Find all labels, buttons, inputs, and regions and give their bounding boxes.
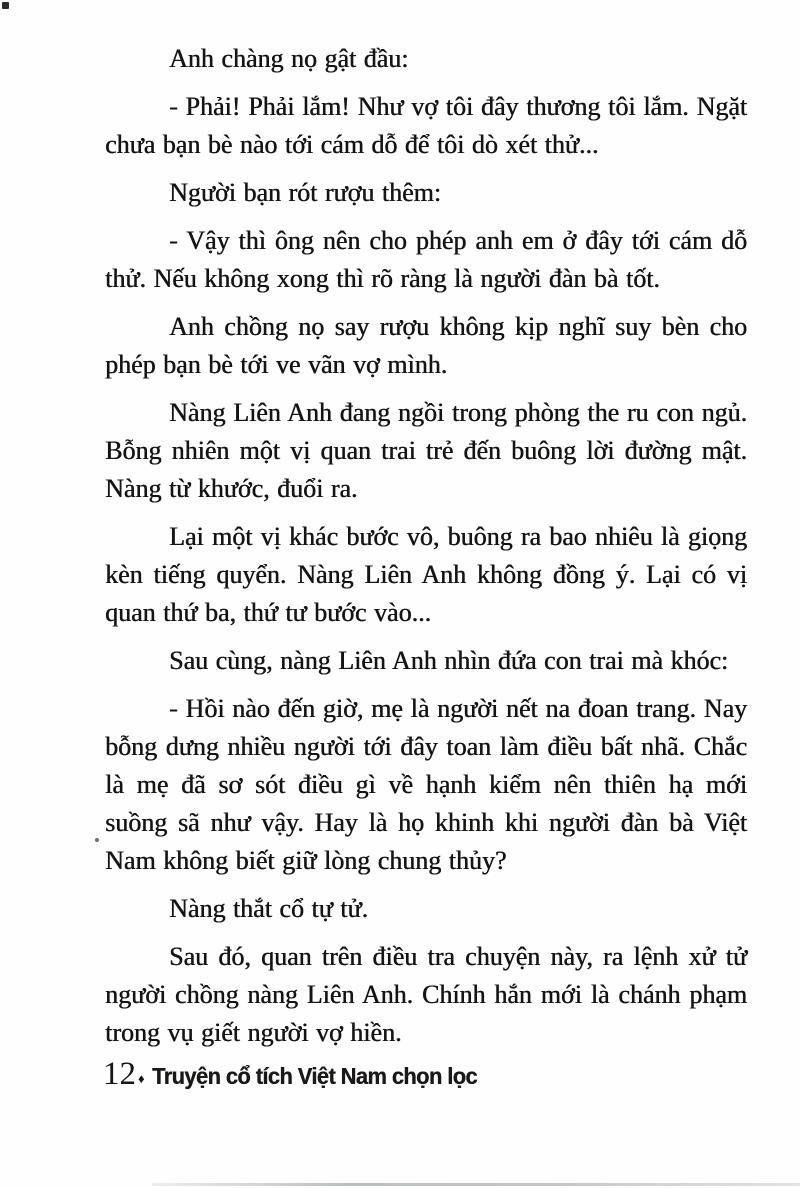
paragraph: Anh chàng nọ gật đầu: — [169, 44, 409, 73]
page-number: 12 — [103, 1056, 136, 1092]
paragraph: - Vậy thì ông nên cho phép anh em ở đây tới cám dỗ thử. Nếu không xong thì rõ ràng là người đàn bà tốt. — [105, 226, 747, 293]
story-text-block — [105, 40, 747, 1062]
scan-speck-icon — [2, 2, 9, 9]
paragraph: - Hồi nào đến giờ, mẹ là người nết na đoan trang. Nay bỗng dưng nhiều người tới đây toan làm điều bất nhã. Chắc là mẹ đã sơ sót điều gì về hạnh kiểm nên thiên hạ mới suồng sã như vậy. Hay là họ khinh khi người đàn bà Việt Nam không biết giữ lòng chung thủy? — [105, 694, 747, 875]
page-edge-shadow — [152, 1183, 800, 1186]
paragraph: Anh chồng nọ say rượu không kịp nghĩ suy bèn cho phép bạn bè tới ve vãn vợ mình. — [105, 312, 747, 379]
diamond-separator-icon: ♦ — [138, 1070, 145, 1086]
paragraph: Sau đó, quan trên điều tra chuyện này, ra lệnh xử tử người chồng nàng Liên Anh. Chính hắn mới là chánh phạm trong vụ giết người vợ hiền. — [105, 942, 747, 1047]
paragraph: Người bạn rót rượu thêm: — [169, 178, 441, 207]
book-title: Truyện cổ tích Việt Nam chọn lọc — [151, 1063, 477, 1089]
scan-dot-artifact — [95, 838, 99, 842]
paragraph: Nàng Liên Anh đang ngồi trong phòng the ru con ngủ. Bỗng nhiên một vị quan trai trẻ đến buông lời đường mật. Nàng từ khước, đuổi ra. — [105, 398, 747, 503]
paragraph: - Phải! Phải lắm! Như vợ tôi đây thương tôi lắm. Ngặt chưa bạn bè nào tới cám dỗ để tôi dò xét thử... — [105, 92, 747, 159]
paragraph: Lại một vị khác bước vô, buông ra bao nhiêu là giọng kèn tiếng quyển. Nàng Liên Anh không đồng ý. Lại có vị quan thứ ba, thứ tư bước vào... — [105, 522, 747, 627]
paragraph: Nàng thắt cổ tự tử. — [169, 894, 368, 923]
paragraph: Sau cùng, nàng Liên Anh nhìn đứa con trai mà khóc: — [169, 646, 729, 675]
page-footer — [103, 1058, 494, 1091]
